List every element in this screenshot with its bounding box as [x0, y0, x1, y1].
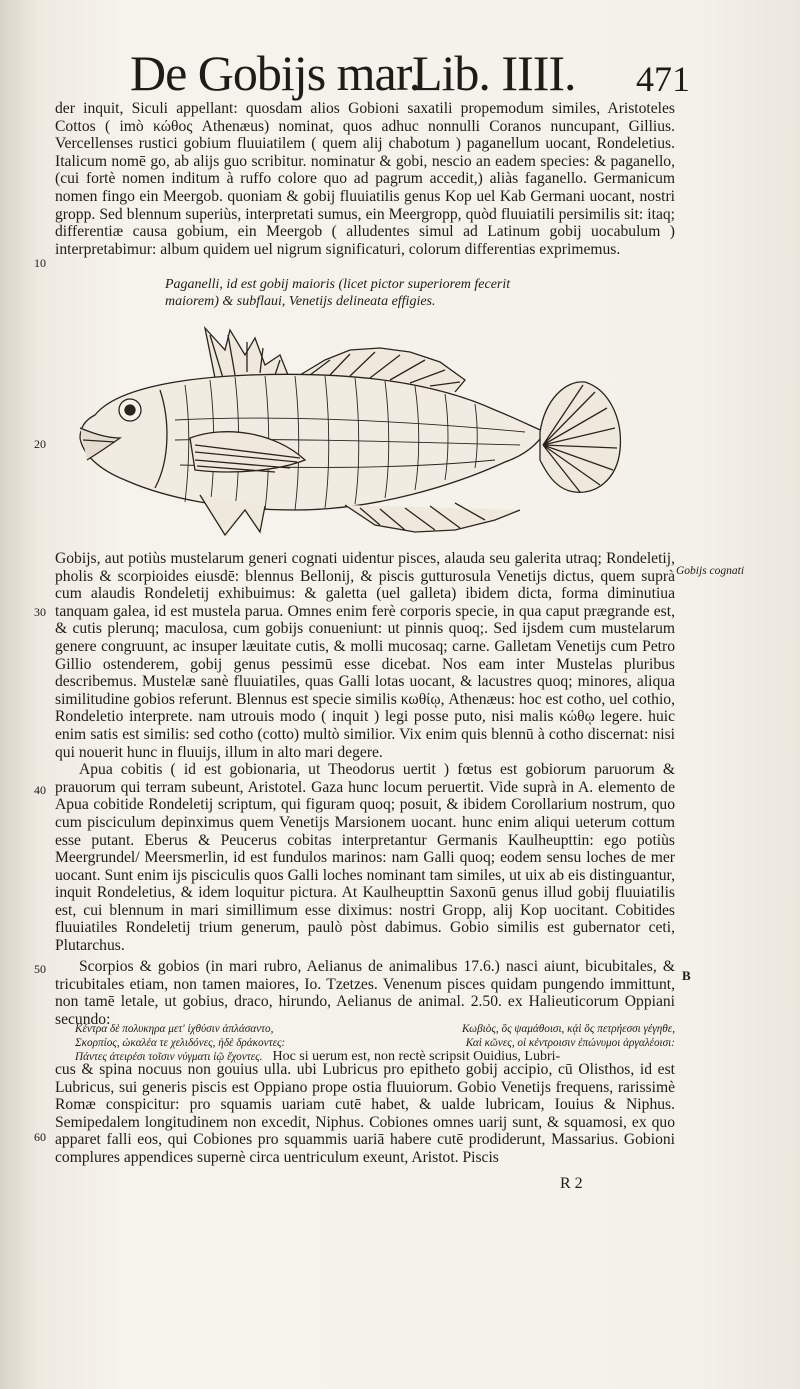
paragraph: cus & spina nocuus non gouius ulla. ubi Lubricus pro epitheto gobij accipio, cū Olisthos, id est Lubricus, sui generis piscis est Oppiano prope ostia fluuiorum. Gobio Venetijs frequens, rarissimè Romæ conspicitur: pro squamis uariam cutē habet, & ualde lubricam, Iouius & Niphus. Semipedalem longitudinem non excedit, Niphus. Cobiones omnes uarij sunt, & squamosi, ex quo apparet falli eos, qui Cobiones pro squammis uariā habere cutē prodiderunt, Massarius. Gobioni complures appendices supernè circa uentriculum exeunt, Aristot. Piscis [55, 1061, 675, 1166]
verse-line [75, 1036, 675, 1050]
line-number: 60 [34, 1130, 46, 1144]
verse-left: Σκορπίος, ὠκαλέα τε χελιδόνες, ἠδὲ δράκοντες: [75, 1037, 286, 1049]
paragraph: Scorpios & gobios (in mari rubro, Aelianus de animalibus 17.6.) nasci aiunt, bicubitales, & tricubitales etiam, non tamen maiores, Io. Tzetzes. Venenum pisces quidam pungendo immittunt, non tamē letale, ut gobius, draco, hirundo, Aelianus de animal. 2.50. ex Halieuticorum Oppiani secundo: [55, 958, 675, 1028]
signature-mark: R 2 [560, 1175, 583, 1192]
page-number: 471 [636, 59, 690, 99]
verse-line [75, 1022, 675, 1036]
text-block-scorpios [55, 958, 675, 1028]
line-number: 40 [34, 783, 46, 797]
text-block-top [55, 100, 675, 272]
paragraph: der inquit, Siculi appellant: quosdam alios Gobioni saxatili propemodum similes, Aristoteles Cottos ( imò κώθος Athenæus) nominat, quos adhuc nonnulli Coranos nuncupant, Gillius. Vercellenses rustici gobium fluuiatilem ( quem alij chabotum ) paganellum uocant, Rondeletius. Italicum nomē go, ab alijs guo scribitur. nominatur & gobi, nescio an eadem species: & paganello, (cui fortè nomen inditum à ruffo colore quo ad pagrum accedit,) aliàs faganello. Germanicum nomen fingo ein Meergob. quoniam & gobij fluuiatilis genus Kop uel Kab Germani uocant, nostri gropp. Sed blennum superiùs, interpretati sumus, ein Meergropp, quòd fluuiatili persimilis sit: itaq; differentiæ causa gobium, ein Meergob ( alludentes simul ad Latinum gobij uocabulum ) interpretabimur: album quidem uel nigrum significaturi, colorum differentias exprimemus. [55, 100, 675, 258]
greek-verse [75, 1022, 675, 1064]
book-number: Lib. IIII. [412, 45, 576, 101]
margin-note: Gobijs cognati [676, 565, 745, 577]
margin-letter: B [682, 968, 691, 983]
line-number: 50 [34, 962, 46, 976]
paragraph: Apua cobitis ( id est gobionaria, ut Theodorus uertit ) fœtus est gobiorum paruorum & prauorum qui terram subeunt, Aristotel. Gaza hunc locum peruertit. Vide suprà in A. elemento de Apua cobitide Rondeletij scriptum, qui figuram quoq; posuit, & ibidem Corollarium nostrum, quo cum pisciculum depinximus quem Venetijs Marsionem uocant. hunc enim aliqui ueterum cottum esse putant. Eberus & Peucerus cobitas interpretantur Germanis Kaulheupttin: ego potiùs Meergrundel/ Meersmerlin, id est fundulos marinos: nam Galli quoq; eodem sensu loches de mer uocant. Sunt enim ijs pisciculis quos Galli loches nominant tam similes, ut uix ab eis distinguantur, inquit Rondeletius, & idem loquitur pictura. At Kaulheupttin Saxonū genus illud gobij fluuiatilis est, cui blennum in mari simillimum esse diximus: nostri Gropp, alij Kop uocitant. Cobitides fluuiatiles Rondeletij trium generum, paulò pòst dabimus. Gobio similis est gubernator ceti, Plutarchus. [55, 761, 675, 955]
line-number: 30 [34, 605, 46, 619]
verse-continuation: Hoc si uerum est, non rectè scripsit Ouidius, Lubri- [272, 1049, 561, 1064]
verse-right: Κωβιὸς, ὃς ψαμάθοισι, κᾀὶ ὃς πετρήεσσι γέγηθε, [462, 1023, 675, 1035]
text-block-bottom [55, 1061, 675, 1176]
figure-caption: Paganelli, id est gobij maioris (licet pictor superiorem fecerit maiorem) & subflaui, Venetijs delineata effigies. [165, 277, 511, 309]
running-title: De Gobijs mar. [130, 45, 421, 101]
text-block-middle [55, 550, 675, 960]
verse-left: Κέντρα δὲ πολυκηρα μετ' ἰχθύσιν ἀπλάσαντο, [75, 1023, 274, 1035]
verse-right: Καὶ κῶνες, οἱ κέντροισιν ἐπώνυμοι ἀργαλέοισι: [465, 1037, 675, 1049]
line-number: 10 [34, 256, 46, 270]
paragraph: Gobijs, aut potiùs mustelarum generi cognati uidentur pisces, alauda seu galerita utraq; Rondeletij, pholis & scorpioides eiusdē: blennus Bellonij, & piscis gutturosula Venetijs dictus, quem suprà cum alaudis Rondeletij exhibuimus: & galetta (uel galleta) ibidem dicta, forma diminutiua tanquam galea, id est mustela parua. Omnes enim ferè corporis specie, in qua caput prægrande est, & cutis plerunq; maculosa, cum gobijs conueniunt: ut pinnis quoq;. Sed ijsdem cum mustelarum genere congruunt, ac insuper læuitate cutis, & molli mucosaq; carne. Galletam Venetijs cum Petro Gillio ostenderem, gobij genus pessimū esse dicebat. Nos eam inter Mustelas pluribus describemus. Mustelæ sanè fluuiatiles, quas Galli lotas uocant, & lacustres quoq; minores, aliqua similitudine gobios referunt. Blennus est specie similis κωθίῳ, Athenæus: hoc est cotho, uel cothio, Rondeletio interprete. nam utrouis modo ( inquit ) legi posse puto, nisi malis κώθῳ legere. huic enim satis est similis: sed cotho (cotto) multò similior. Vix enim quis blennū à cotho discernat: nisi qui nouerit hunc in fluuijs, illum in alto mari degere. [55, 550, 675, 761]
line-number: 20 [34, 437, 46, 451]
fish-woodcut-illustration [75, 320, 630, 545]
verse-left: Πάντες ἀτειρέσι τοῖσιν νύγματι ἰῷ ἔχοντες. [75, 1051, 263, 1063]
